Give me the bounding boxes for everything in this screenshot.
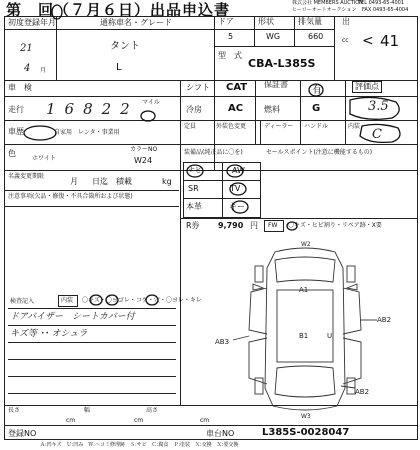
label-handle: ハンドル bbox=[304, 123, 329, 130]
label-car-name-grade: 通称車名・グレード bbox=[100, 18, 172, 27]
mark-a1: A1 bbox=[299, 286, 309, 294]
value-month: 4 bbox=[24, 63, 31, 74]
value-inspection-items: 〇キズ・〇ヨゴレ・コゲ・穴・〇ヨレ・キレ bbox=[82, 297, 202, 304]
label-interior: 内装 bbox=[348, 123, 361, 130]
label-warranty: 保証書 bbox=[264, 80, 288, 89]
label-fuel: 燃料 bbox=[264, 105, 280, 114]
value-note-line2: キズ等 ･･ オシュラ bbox=[10, 329, 88, 339]
value-shape: WG bbox=[266, 32, 281, 41]
value-chassis-no: L385S-0028047 bbox=[262, 427, 350, 438]
label-notes: 注意事項(欠品・修復・不具合箇所および状態) bbox=[8, 193, 133, 200]
mark-b1: B1 bbox=[299, 332, 309, 340]
label-shape: 形状 bbox=[258, 17, 274, 26]
value-note-line1: ドアバイザー シートカバー付 bbox=[10, 312, 135, 322]
label-dealer: ディーラー bbox=[264, 123, 294, 130]
label-title-month: 月 bbox=[70, 177, 78, 186]
label-sales-point: セールスポイント(注意に機能するもの) bbox=[266, 149, 373, 156]
label-color-no: カラーNO bbox=[130, 146, 158, 153]
label-title-day: 日迄 bbox=[92, 177, 108, 186]
value-mileage: 16822 bbox=[46, 100, 139, 118]
label-model: 型 式 bbox=[218, 51, 242, 60]
label-mileage-unit: マイル bbox=[142, 99, 160, 106]
label-recycle: R券 bbox=[186, 221, 200, 230]
value-recycle-fee: 9,790 bbox=[218, 221, 244, 230]
value-grade: L bbox=[116, 62, 122, 73]
label-reg-no: 登録NO bbox=[8, 429, 37, 438]
value-displacement: 660 bbox=[308, 32, 324, 41]
lot-bracket: < bbox=[362, 33, 374, 49]
label-width: 幅 bbox=[84, 407, 91, 414]
label-width-cm: cm bbox=[134, 417, 144, 424]
mark-ab3: AB3 bbox=[215, 338, 230, 346]
label-shift: シフト bbox=[186, 83, 210, 92]
label-chassis-no: 車台NO bbox=[206, 429, 235, 438]
value-warranty: 有 bbox=[312, 85, 322, 96]
label-corner: 出 bbox=[342, 17, 350, 26]
value-shift: CAT bbox=[226, 82, 248, 93]
label-height: 高さ bbox=[146, 407, 159, 414]
mark-ab2-right: AB2 bbox=[377, 316, 392, 324]
equip-sr: SR bbox=[188, 184, 199, 193]
label-kg: kg bbox=[162, 177, 172, 186]
label-month-unit: 月 bbox=[40, 67, 47, 74]
equip-key: キー bbox=[229, 202, 245, 211]
label-interior-check: 内装 bbox=[61, 297, 74, 304]
label-inspection: 検査記入 bbox=[10, 298, 35, 305]
value-color-name: ホワイト bbox=[32, 155, 56, 162]
label-color-change: 外装色変更 bbox=[216, 123, 247, 130]
label-damage-legend: 〇キズ・ヒビ割り・リペア跡・X要 bbox=[288, 222, 382, 229]
label-rating: 評価点 bbox=[355, 82, 379, 91]
label-yen: 円 bbox=[250, 221, 258, 230]
equip-aw: AW bbox=[232, 166, 245, 175]
label-title-change: 名義変更期限 bbox=[8, 173, 45, 180]
label-equipment: 装備品(純正品に〇を) bbox=[184, 149, 243, 156]
org-sub: ヒーローオートオークション bbox=[292, 7, 357, 13]
label-length: 長さ bbox=[8, 407, 21, 414]
label-mileage: 走行 bbox=[8, 105, 24, 114]
label-first-reg: 初度登録年月 bbox=[8, 18, 56, 27]
label-aircon: 冷房 bbox=[186, 105, 202, 114]
label-cc: cc bbox=[342, 37, 349, 44]
mark-u: U bbox=[327, 332, 333, 340]
label-color: 色 bbox=[8, 149, 16, 158]
mark-ab2-rear: AB2 bbox=[355, 388, 370, 396]
value-lot-number: 41 bbox=[380, 32, 400, 50]
label-displacement: 排気量 bbox=[298, 17, 322, 26]
org-fax: FAX 0493-65-4004 bbox=[362, 7, 409, 13]
label-kind: 自家用 レンタ・事業用 bbox=[54, 129, 120, 136]
label-door: ドア bbox=[218, 17, 234, 26]
mark-w2: W2 bbox=[301, 241, 311, 248]
equip-navi: ナビ bbox=[188, 166, 202, 174]
org-tel: TEL 0493-65-4001 bbox=[358, 0, 405, 6]
value-model: CBA-L385S bbox=[248, 57, 316, 70]
value-year: 21 bbox=[20, 43, 33, 54]
label-fw: FW bbox=[268, 222, 278, 229]
label-loading: 積載 bbox=[116, 177, 132, 186]
label-length-cm: cm bbox=[66, 417, 76, 424]
value-color-code: W24 bbox=[134, 156, 153, 165]
value-car-name: タント bbox=[110, 41, 140, 52]
page-title: 第 回（７月６日）出品申込書 bbox=[6, 1, 231, 19]
label-vehicle-inspection: 車 検 bbox=[8, 83, 32, 92]
value-fuel: G bbox=[312, 103, 321, 114]
mark-w3: W3 bbox=[301, 413, 311, 418]
equip-leather: 本革 bbox=[186, 202, 202, 211]
label-capacity: 定員 bbox=[184, 123, 197, 130]
value-doors: 5 bbox=[228, 32, 234, 41]
equip-tv: TV bbox=[230, 184, 241, 193]
value-aircon: AC bbox=[228, 103, 244, 114]
car-damage-diagram bbox=[205, 238, 405, 418]
footer-legend: Ａ:凹キズ Ｕ:凹み Ｗ:ヘコミ修理跡 Ｓ:サビ Ｃ:腐食 Ｐ:塗装 Ｘ:交換 Ｘ:要交換 bbox=[40, 442, 239, 448]
value-rating: 3.5 bbox=[368, 99, 389, 114]
label-height-cm: cm bbox=[200, 417, 210, 424]
label-history: 車歴 bbox=[8, 127, 24, 136]
org-name: 株式会社 MEMBERS AUCTION bbox=[292, 0, 363, 6]
value-interior-grade: C bbox=[372, 127, 382, 142]
